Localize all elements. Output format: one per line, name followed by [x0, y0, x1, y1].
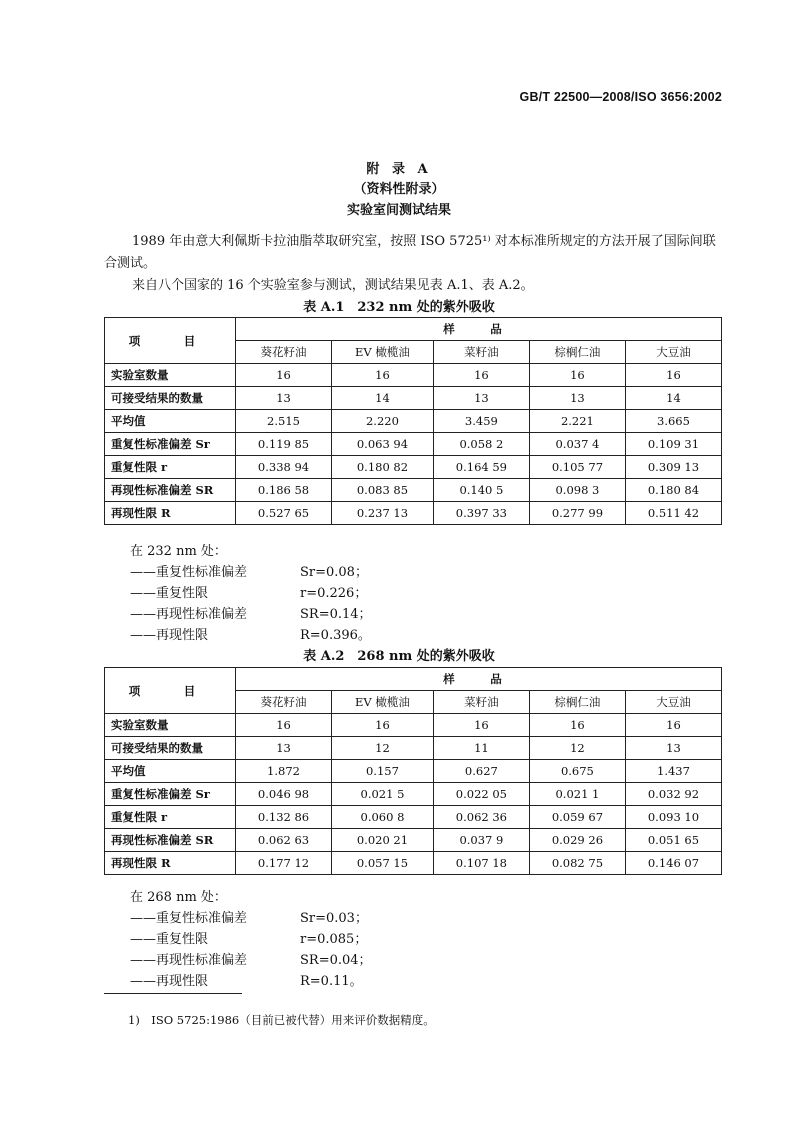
note-item: [130, 604, 372, 625]
appendix-subtitle: （资料性附录）: [353, 182, 445, 197]
table-cell: 3.459: [433, 410, 529, 433]
table-cell: 1.872: [236, 760, 332, 783]
table-cell: 14: [625, 387, 721, 410]
column-header: EV 橄榄油: [332, 691, 434, 714]
table-cell: 0.146 07: [625, 852, 721, 875]
table-cell: 0.180 82: [332, 456, 434, 479]
row-label: 再现性标准偏差 SR: [105, 479, 236, 502]
column-header: 葵花籽油: [236, 341, 332, 364]
table-cell: 12: [529, 737, 625, 760]
row-label: 再现性限 R: [105, 502, 236, 525]
table-row: [105, 433, 722, 456]
column-header: 大豆油: [625, 691, 721, 714]
table-cell: 11: [433, 737, 529, 760]
table-cell: 2.515: [236, 410, 332, 433]
table-cell: 0.140 5: [433, 479, 529, 502]
table-cell: 0.059 67: [529, 806, 625, 829]
note-value: Sr=0.03；: [300, 911, 368, 926]
note-label: ——再现性标准偏差: [130, 953, 248, 968]
table-cell: 0.527 65: [236, 502, 332, 525]
row-label: 平均值: [105, 410, 236, 433]
notes-intro: 在 232 nm 处：: [130, 544, 227, 559]
note-item: [130, 950, 372, 971]
note-item: [130, 625, 372, 646]
table-cell: 0.022 05: [433, 783, 529, 806]
table-cell: 0.037 4: [529, 433, 625, 456]
table-cell: 0.098 3: [529, 479, 625, 502]
table-cell: 0.132 86: [236, 806, 332, 829]
table-cell: 0.109 31: [625, 433, 721, 456]
table-a1-notes: [130, 541, 372, 646]
row-label: 可接受结果的数量: [105, 387, 236, 410]
table-cell: 13: [236, 737, 332, 760]
row-label: 再现性限 R: [105, 852, 236, 875]
table-row: [105, 502, 722, 525]
appendix-title: 附 录 A: [366, 162, 432, 177]
note-item: [130, 929, 372, 950]
column-header: 棕榈仁油: [529, 341, 625, 364]
table-a1-caption: 表 A.1 232 nm 处的紫外吸收: [303, 300, 495, 315]
column-header: 棕榈仁油: [529, 691, 625, 714]
note-label: ——重复性标准偏差: [130, 911, 248, 926]
table-cell: 0.627: [433, 760, 529, 783]
table-cell: 14: [332, 387, 434, 410]
table-row: [105, 737, 722, 760]
footnote: 1) ISO 5725:1986（目前已被代替）用来评价数据精度。: [128, 1013, 435, 1027]
table-cell: 16: [433, 364, 529, 387]
table-a1: [104, 317, 722, 525]
table-cell: 16: [332, 364, 434, 387]
sample-group-header: 样 品: [236, 668, 722, 691]
table-cell: 12: [332, 737, 434, 760]
standard-code: GB/T 22500—2008/ISO 3656:2002: [519, 90, 722, 104]
table-cell: 0.119 85: [236, 433, 332, 456]
table-cell: 0.177 12: [236, 852, 332, 875]
table-cell: 16: [332, 714, 434, 737]
table-cell: 13: [529, 387, 625, 410]
note-value: R=0.396。: [300, 628, 371, 643]
table-row: [105, 456, 722, 479]
note-value: r=0.226；: [300, 586, 368, 601]
table-cell: 16: [236, 714, 332, 737]
table-cell: 0.062 63: [236, 829, 332, 852]
footnote-rule: [104, 993, 242, 994]
column-header: 菜籽油: [433, 691, 529, 714]
table-cell: 1.437: [625, 760, 721, 783]
note-label: ——再现性标准偏差: [130, 607, 248, 622]
table-cell: 0.057 15: [332, 852, 434, 875]
row-label: 重复性限 r: [105, 456, 236, 479]
row-label: 平均值: [105, 760, 236, 783]
row-label: 再现性标准偏差 SR: [105, 829, 236, 852]
table-a2: [104, 667, 722, 875]
table-cell: 13: [625, 737, 721, 760]
table-cell: 16: [625, 714, 721, 737]
table-row: [105, 783, 722, 806]
note-label: ——重复性限: [130, 586, 209, 601]
note-value: Sr=0.08；: [300, 565, 368, 580]
table-cell: 0.675: [529, 760, 625, 783]
row-label: 实验室数量: [105, 364, 236, 387]
paragraph-intro: 1989 年由意大利佩斯卡拉油脂萃取研究室，按照 ISO 5725¹⁾ 对本标准所规定的方法开展了国际间联合测试。: [104, 234, 716, 271]
note-label: ——重复性限: [130, 932, 209, 947]
item-header: 项 目: [105, 668, 236, 714]
table-cell: 0.180 84: [625, 479, 721, 502]
table-cell: 16: [529, 714, 625, 737]
table-cell: 0.511 42: [625, 502, 721, 525]
table-cell: 0.338 94: [236, 456, 332, 479]
table-a2-caption: 表 A.2 268 nm 处的紫外吸收: [303, 649, 495, 664]
table-cell: 0.029 26: [529, 829, 625, 852]
table-cell: 0.093 10: [625, 806, 721, 829]
row-label: 重复性标准偏差 Sr: [105, 783, 236, 806]
table-cell: 0.277 99: [529, 502, 625, 525]
table-a2-notes: [130, 887, 372, 992]
table-row: [105, 387, 722, 410]
note-label: ——再现性限: [130, 974, 209, 989]
table-cell: 0.020 21: [332, 829, 434, 852]
table-cell: 0.062 36: [433, 806, 529, 829]
table-cell: 16: [236, 364, 332, 387]
table-row: [105, 410, 722, 433]
table-cell: 0.063 94: [332, 433, 434, 456]
row-label: 重复性标准偏差 Sr: [105, 433, 236, 456]
row-label: 可接受结果的数量: [105, 737, 236, 760]
table-row: [105, 829, 722, 852]
table-cell: 16: [625, 364, 721, 387]
column-header: 大豆油: [625, 341, 721, 364]
table-cell: 16: [529, 364, 625, 387]
table-cell: 0.060 8: [332, 806, 434, 829]
table-cell: 0.051 65: [625, 829, 721, 852]
table-row: [105, 852, 722, 875]
paragraph-participants: 来自八个国家的 16 个实验室参与测试，测试结果见表 A.1、表 A.2。: [132, 278, 534, 293]
table-cell: 0.082 75: [529, 852, 625, 875]
table-row: [105, 364, 722, 387]
table-cell: 0.157: [332, 760, 434, 783]
table-cell: 0.164 59: [433, 456, 529, 479]
table-cell: 0.021 5: [332, 783, 434, 806]
notes-intro: 在 268 nm 处：: [130, 890, 227, 905]
sample-group-header: 样 品: [236, 318, 722, 341]
note-value: SR=0.14；: [300, 607, 372, 622]
table-cell: 3.665: [625, 410, 721, 433]
table-cell: 13: [236, 387, 332, 410]
table-cell: 16: [433, 714, 529, 737]
note-label: ——重复性标准偏差: [130, 565, 248, 580]
column-header: 菜籽油: [433, 341, 529, 364]
table-row: [105, 760, 722, 783]
column-header: EV 橄榄油: [332, 341, 434, 364]
table-cell: 0.237 13: [332, 502, 434, 525]
note-value: R=0.11。: [300, 974, 363, 989]
note-value: SR=0.04；: [300, 953, 372, 968]
table-cell: 0.058 2: [433, 433, 529, 456]
note-label: ——再现性限: [130, 628, 209, 643]
note-item: [130, 562, 372, 583]
table-cell: 0.046 98: [236, 783, 332, 806]
note-item: [130, 908, 372, 929]
table-row: [105, 806, 722, 829]
table-cell: 2.220: [332, 410, 434, 433]
table-cell: 0.032 92: [625, 783, 721, 806]
table-cell: 0.083 85: [332, 479, 434, 502]
table-cell: 0.397 33: [433, 502, 529, 525]
table-row: [105, 714, 722, 737]
table-cell: 0.107 18: [433, 852, 529, 875]
table-cell: 0.309 13: [625, 456, 721, 479]
table-cell: 0.186 58: [236, 479, 332, 502]
table-cell: 13: [433, 387, 529, 410]
note-item: [130, 583, 372, 604]
table-cell: 0.105 77: [529, 456, 625, 479]
table-cell: 0.021 1: [529, 783, 625, 806]
appendix-heading: 实验室间测试结果: [346, 203, 451, 218]
table-cell: 0.037 9: [433, 829, 529, 852]
item-header: 项 目: [105, 318, 236, 364]
column-header: 葵花籽油: [236, 691, 332, 714]
note-value: r=0.085；: [300, 932, 368, 947]
table-row: [105, 479, 722, 502]
row-label: 重复性限 r: [105, 806, 236, 829]
note-item: [130, 971, 372, 992]
row-label: 实验室数量: [105, 714, 236, 737]
table-cell: 2.221: [529, 410, 625, 433]
